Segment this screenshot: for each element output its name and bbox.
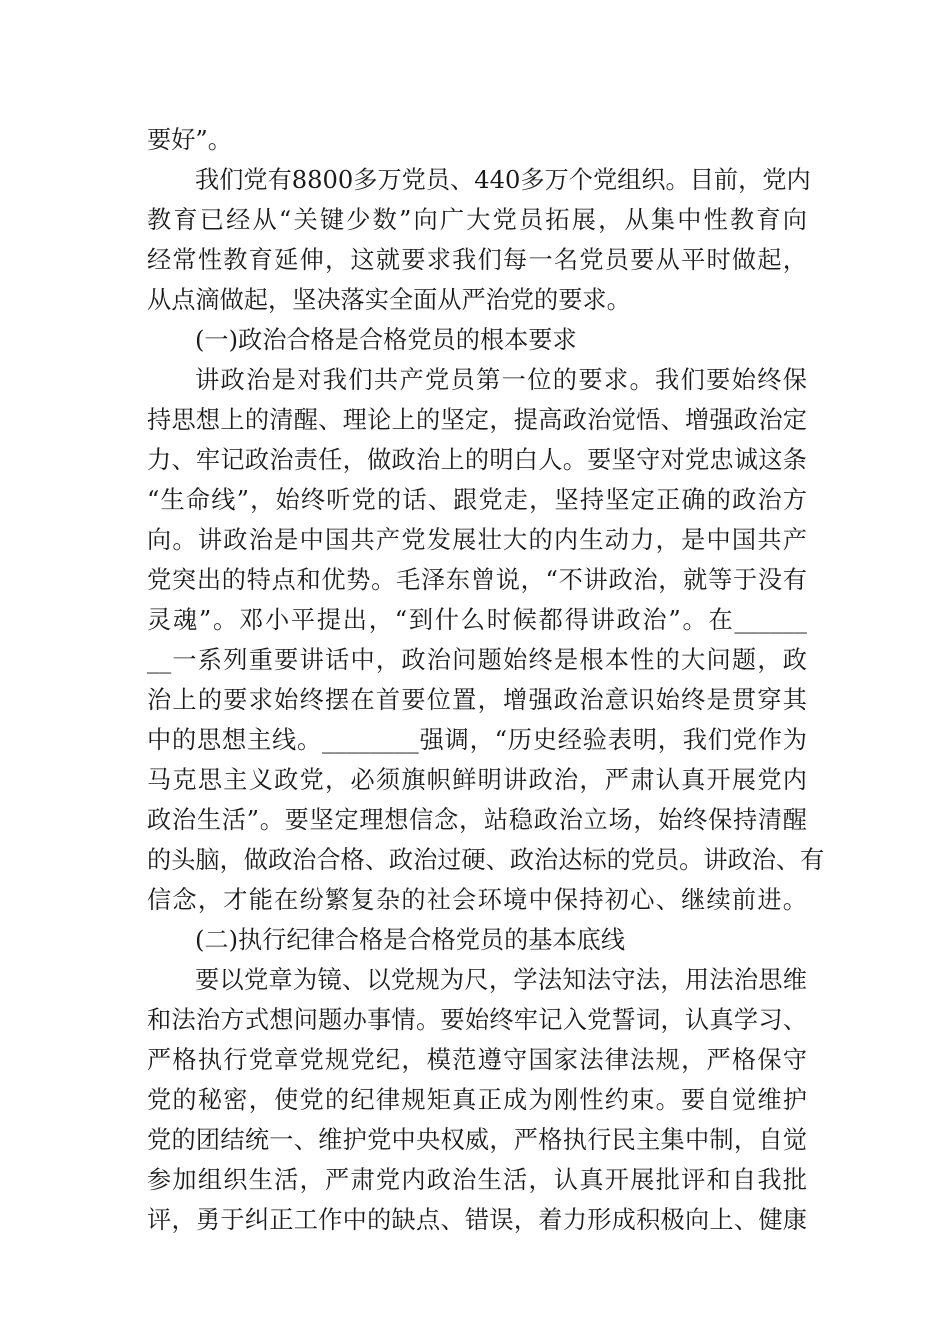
paragraph-line: __一系列重要讲话中，政治问题始终是根本性的大问题，政 bbox=[147, 646, 807, 674]
paragraph-line: 严格执行党章党规党纪，模范遵守国家法律法规，严格保守 bbox=[147, 1046, 807, 1074]
paragraph-line: 灵魂”。邓小平提出，“到什么时候都得讲政治”。在______ bbox=[147, 606, 807, 634]
paragraph-line: 要好”。 bbox=[147, 126, 232, 154]
paragraph-line: 从点滴做起，坚决落实全面从严治党的要求。 bbox=[147, 286, 631, 314]
paragraph-line: 和法治方式想问题办事情。要始终牢记入党誓词，认真学习、 bbox=[147, 1006, 807, 1034]
paragraph-line: “生命线”，始终听党的话、跟党走，坚持坚定正确的政治方 bbox=[147, 486, 807, 514]
paragraph-line: 政治生活”。要坚定理想信念，站稳政治立场，始终保持清醒 bbox=[147, 806, 807, 834]
paragraph-line: 向。讲政治是中国共产党发展壮大的内生动力，是中国共产 bbox=[147, 526, 807, 554]
paragraph-line: 教育已经从“关键少数”向广大党员拓展，从集中性教育向 bbox=[147, 206, 807, 234]
paragraph-line: 党的秘密，使党的纪律规矩真正成为刚性约束。要自觉维护 bbox=[147, 1086, 807, 1114]
paragraph-line: 党的团结统一、维护党中央权威，严格执行民主集中制，自觉 bbox=[147, 1126, 807, 1154]
paragraph-line: 持思想上的清醒、理论上的坚定，提高政治觉悟、增强政治定 bbox=[147, 406, 807, 434]
paragraph-line: 党突出的特点和优势。毛泽东曾说，“不讲政治，就等于没有 bbox=[147, 566, 807, 594]
paragraph-line: 评，勇于纠正工作中的缺点、错误，着力形成积极向上、健康 bbox=[147, 1206, 807, 1234]
section-heading: (一)政治合格是合格党员的根本要求 bbox=[195, 326, 577, 354]
paragraph-line: 要以党章为镜、以党规为尺，学法知法守法，用法治思维 bbox=[195, 966, 807, 994]
paragraph-line: 力、牢记政治责任，做政治上的明白人。要坚守对党忠诚这条 bbox=[147, 446, 807, 474]
paragraph-line: 的头脑，做政治合格、政治过硬、政治达标的党员。讲政治、有 bbox=[147, 846, 825, 874]
paragraph-line: 信念，才能在纷繁复杂的社会环境中保持初心、继续前进。 bbox=[147, 886, 807, 914]
paragraph-line: 参加组织生活，严肃党内政治生活，认真开展批评和自我批 bbox=[147, 1166, 807, 1194]
paragraph-line: 讲政治是对我们共产党员第一位的要求。我们要始终保 bbox=[195, 366, 807, 394]
paragraph-line: 中的思想主线。________强调，“历史经验表明，我们党作为 bbox=[147, 726, 807, 754]
paragraph-line: 我们党有8800多万党员、440多万个党组织。目前，党内 bbox=[195, 166, 811, 194]
paragraph-line: 经常性教育延伸，这就要求我们每一名党员要从平时做起， bbox=[147, 246, 807, 274]
paragraph-line: 治上的要求始终摆在首要位置，增强政治意识始终是贯穿其 bbox=[147, 686, 807, 714]
paragraph-line: 马克思主义政党，必须旗帜鲜明讲政治，严肃认真开展党内 bbox=[147, 766, 807, 794]
section-heading: (二)执行纪律合格是合格党员的基本底线 bbox=[195, 926, 626, 954]
